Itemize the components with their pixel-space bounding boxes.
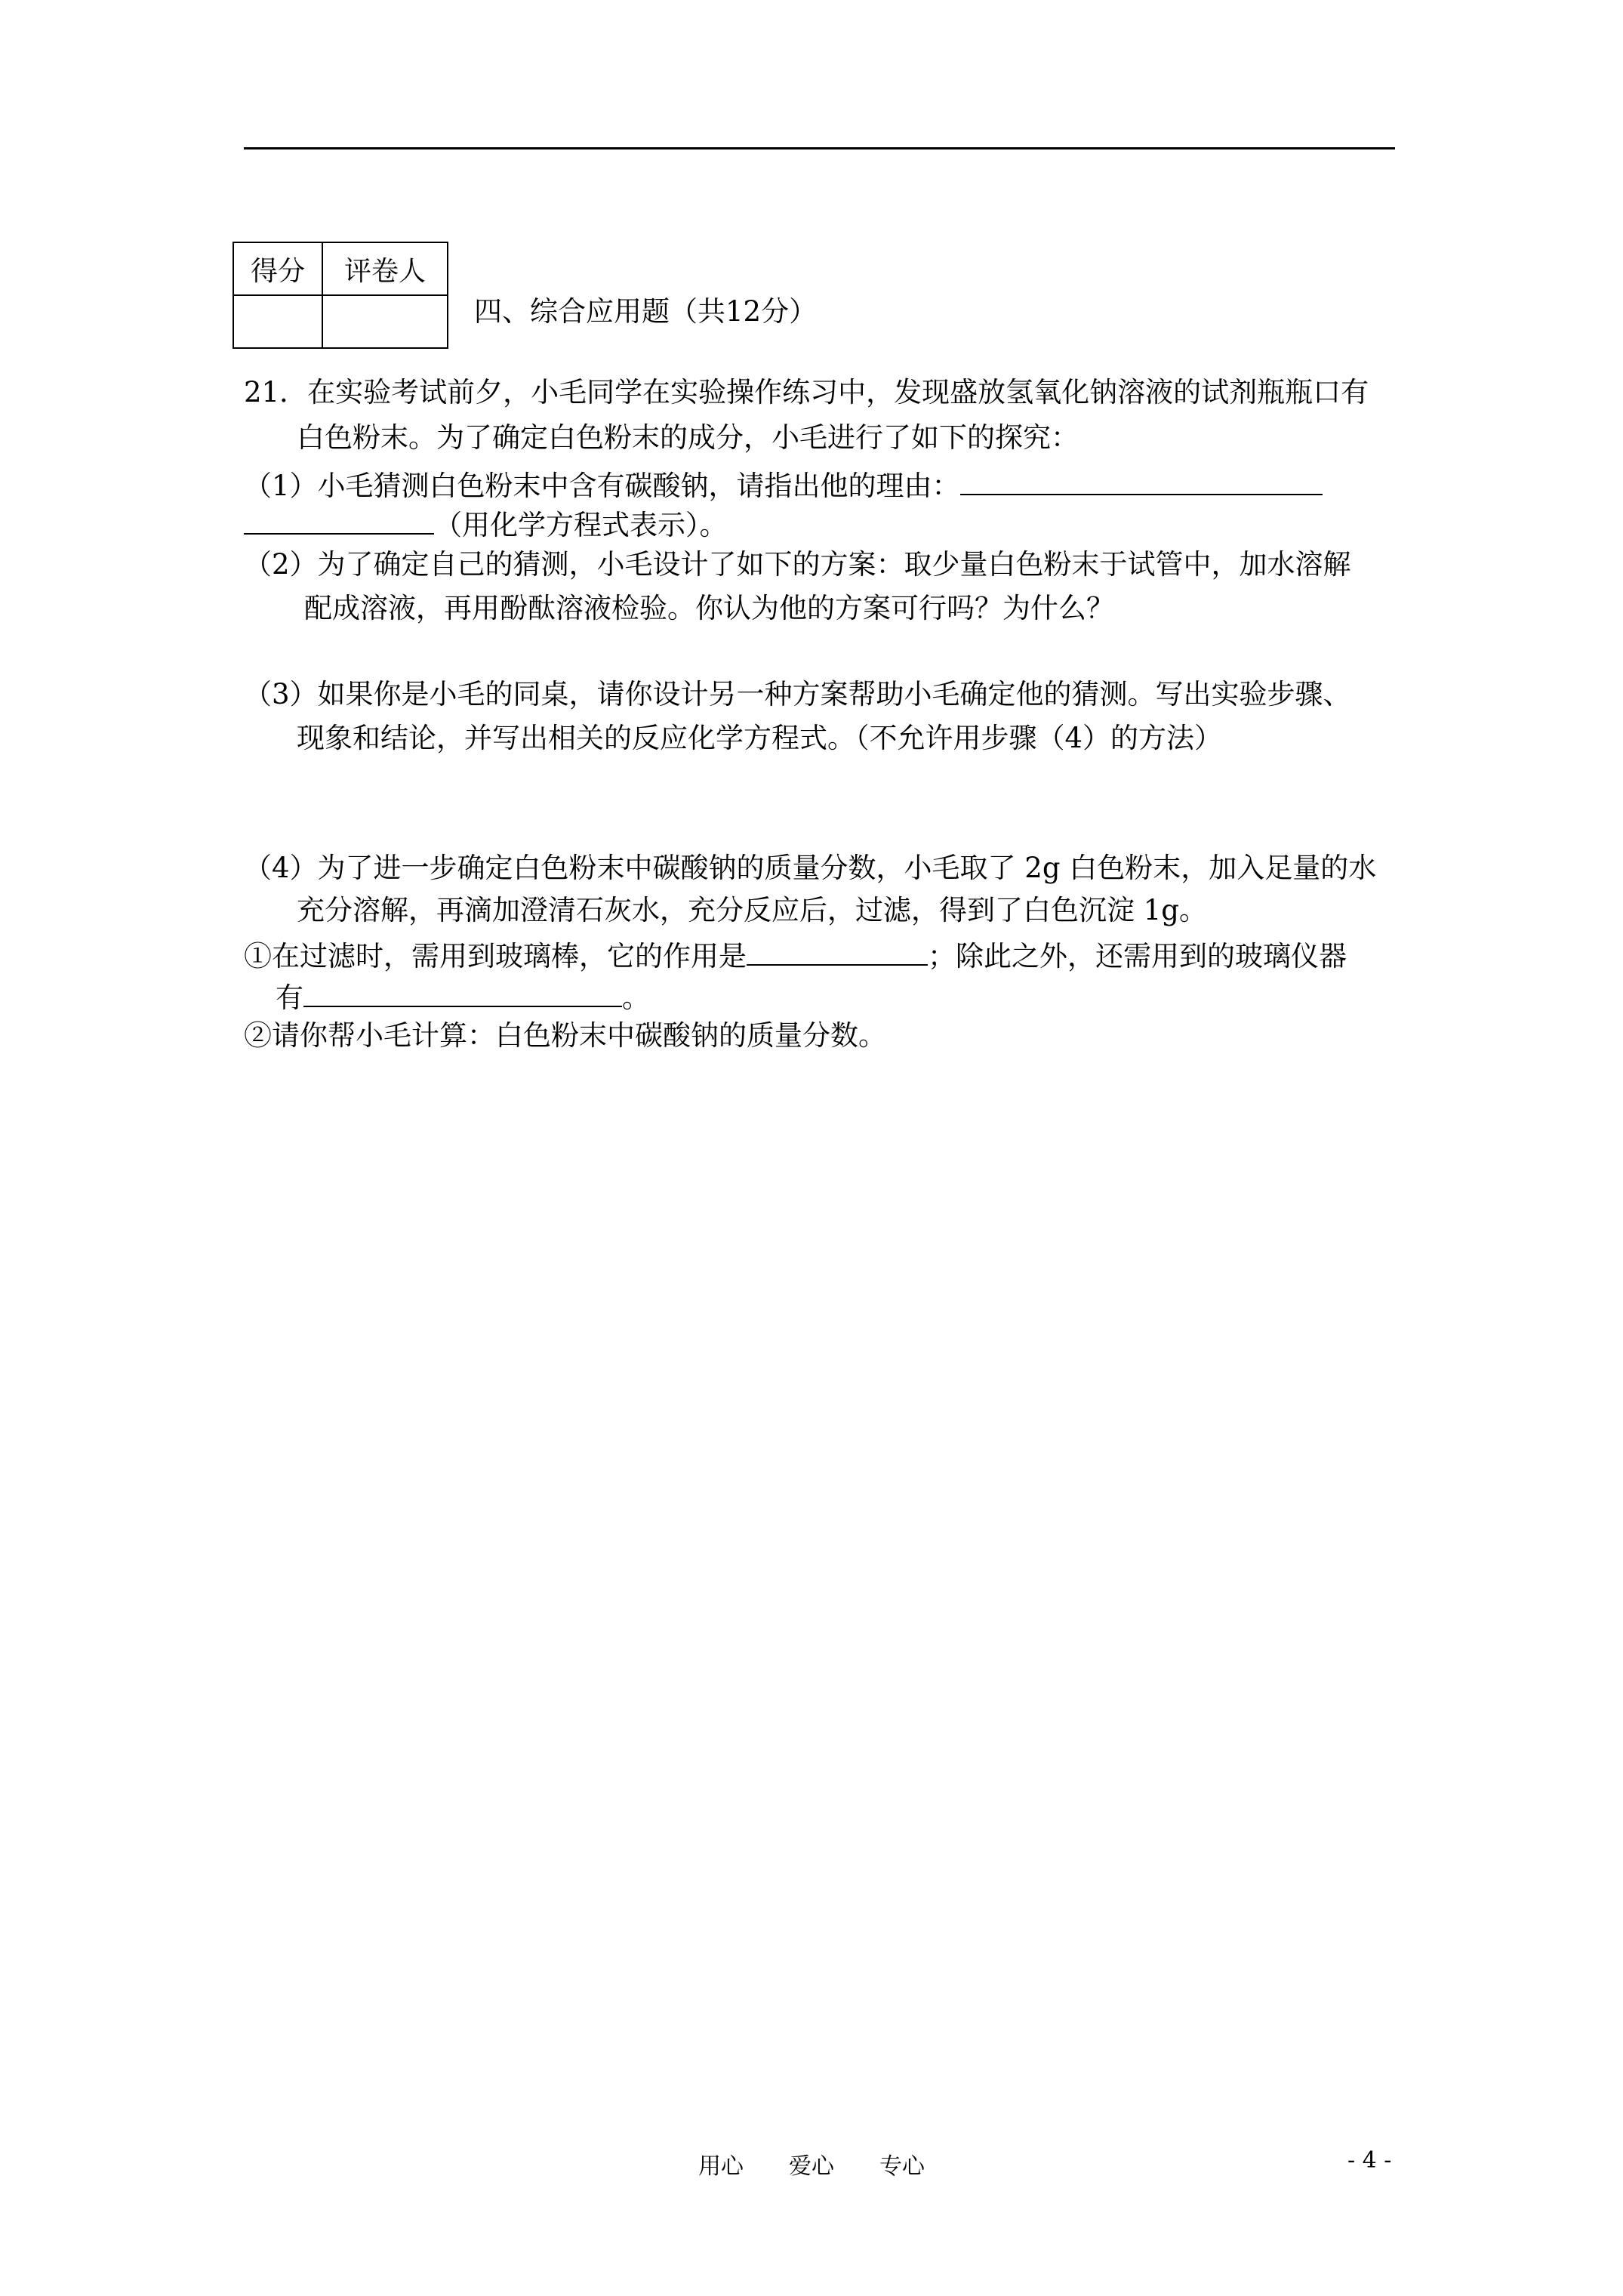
footer-motto-3: 专心 [879,2153,925,2180]
sub-1-prompt-b: ；除此之外，还需用到的玻璃仪器 [928,940,1347,972]
sub-1-line-1 [244,934,1347,976]
part-4-line-2: 充分溶解，再滴加澄清石灰水，充分反应后，过滤，得到了白色沉淀 1g。 [297,894,1207,926]
question-intro-line-1: 21．在实验考试前夕，小毛同学在实验操作练习中，发现盛放氢氧化钠溶液的试剂瓶瓶口有 [244,376,1369,408]
header-rule [244,147,1395,149]
score-header: 得分 [233,242,322,295]
part-3-line-2: 现象和结论，并写出相关的反应化学方程式。（不允许用步骤（4）的方法） [297,722,1223,754]
section-title: 四、综合应用题（共12分） [474,295,818,328]
part-2-line-2: 配成溶液，再用酚酞溶液检验。你认为他的方案可行吗？为什么？ [304,592,1114,624]
sub-1-answer-blank-a[interactable] [747,934,928,966]
part-1-line-1 [244,464,1323,506]
sub-1-line-2 [276,975,650,1018]
part-1-answer-blank-a[interactable] [960,464,1323,495]
grader-cell [322,295,448,348]
score-table-input-row [233,295,448,348]
part-1-line-2 [244,503,728,545]
footer-motto-2: 爱心 [789,2153,834,2180]
sub-2-line-1: ②请你帮小毛计算：白色粉末中碳酸钠的质量分数。 [244,1019,886,1052]
part-1-answer-blank-b[interactable] [244,503,434,535]
score-cell [233,295,322,348]
part-1-prompt: （1）小毛猜测白色粉末中含有碳酸钠，请指出他的理由： [244,470,960,502]
page-number: - 4 - [1347,2147,1392,2174]
question-intro-line-2: 白色粉末。为了确定白色粉末的成分，小毛进行了如下的探究： [297,421,1079,454]
sub-1-prompt-c: 有 [276,982,303,1014]
part-3-line-1: （3）如果你是小毛的同桌，请你设计另一种方案帮助小毛确定他的猜测。写出实验步骤、 [244,678,1351,710]
grader-header: 评卷人 [322,242,448,295]
sub-1-answer-blank-b[interactable] [303,975,622,1007]
footer-motto-1: 用心 [698,2153,744,2180]
sub-1-prompt-a: ①在过滤时，需用到玻璃棒，它的作用是 [244,940,747,972]
score-table-header-row [233,242,448,295]
sub-1-suffix: 。 [622,982,650,1014]
part-4-line-1: （4）为了进一步确定白色粉末中碳酸钠的质量分数，小毛取了 2g 白色粉末，加入足量的水 [244,852,1377,884]
part-2-line-1: （2）为了确定自己的猜测，小毛设计了如下的方案：取少量白色粉末于试管中，加水溶解 [244,548,1351,581]
score-table [233,242,448,349]
part-1-suffix: （用化学方程式表示）。 [434,509,728,541]
